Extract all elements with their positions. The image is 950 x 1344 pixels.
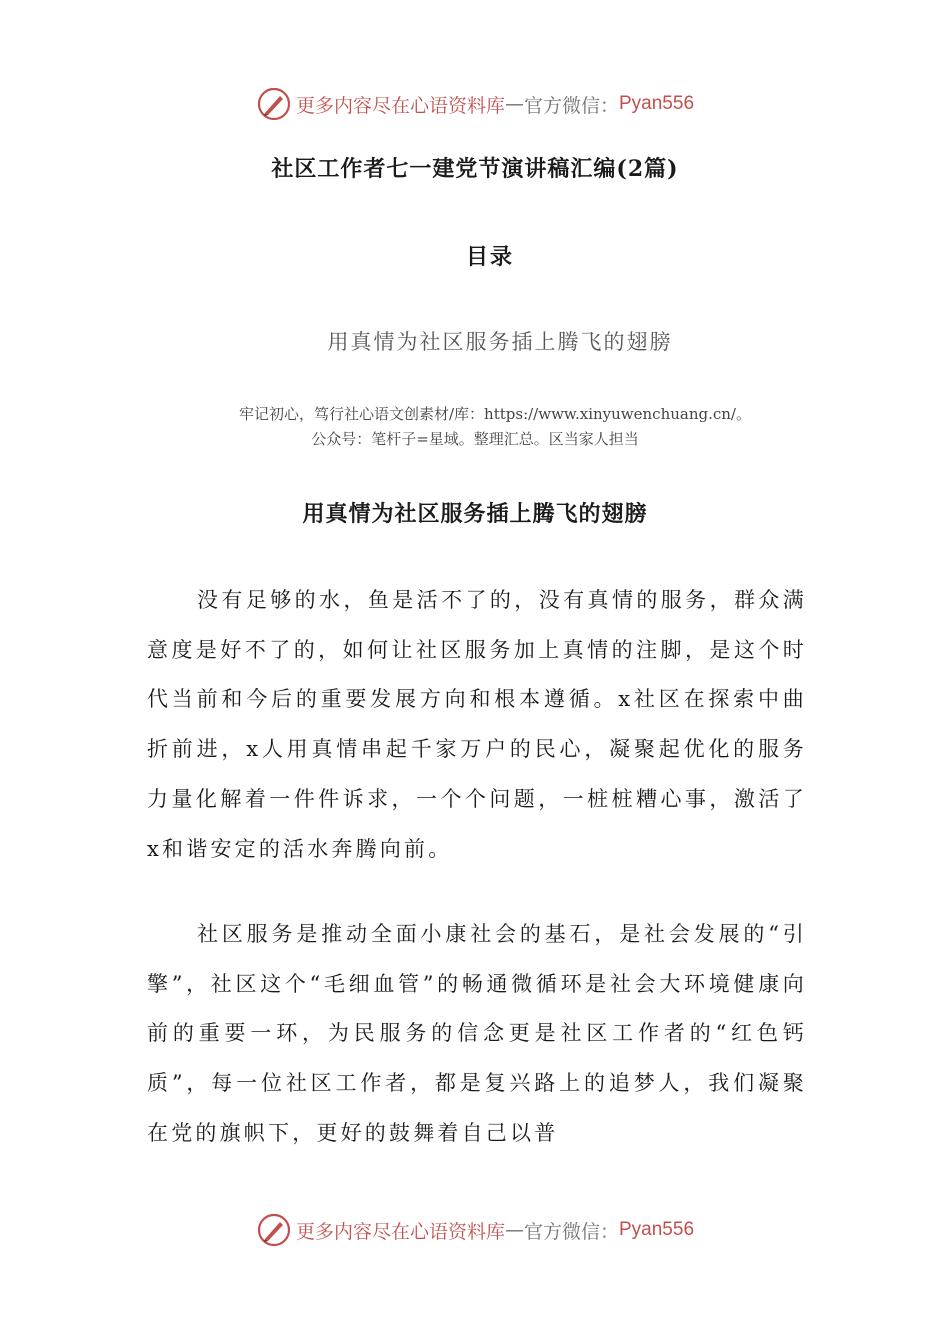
- banner-official-label: 官方微信：: [523, 94, 619, 117]
- header-banner: [0, 82, 950, 126]
- source-note-line1: 牢记初心，笃行社心语文创素材/库：https://www.xinyuwenchuang.cn/。: [239, 405, 751, 423]
- toc-item[interactable]: 用真情为社区服务插上腾飞的翅膀: [327, 330, 673, 354]
- banner-main-text: 更多内容尽在心语资料库: [295, 94, 505, 117]
- banner-main-text: 更多内容尽在心语资料库: [295, 1220, 505, 1243]
- footer-banner: [0, 1208, 950, 1252]
- body-paragraph-1: 没有足够的水，鱼是活不了的，没有真情的服务，群众满意度是好不了的，如何让社区服务加上真情的注脚，是这个时代当前和今后的重要发展方向和根本遵循。x社区在探索中曲折前进，x人用真情串起千家万户的民心，凝聚起优化的服务力量化解着一件件诉求，一个个问题，一桩桩糟心事，激活了x和谐安定的活水奔腾向前。: [147, 588, 807, 861]
- pen-logo-icon: [256, 1212, 292, 1248]
- toc-heading: 目录: [465, 244, 514, 270]
- pen-logo-icon: [256, 86, 292, 122]
- body-paragraph-2: 社区服务是推动全面小康社会的基石，是社会发展的“引擎”，社区这个“毛细血管”的畅通微循环是社会大环境健康向前的重要一环，为民服务的信念更是社区工作者的“红色钙质”，每一位社区工作者，都是复兴路上的追梦人，我们凝聚在党的旗帜下，更好的鼓舞着自己以普: [147, 922, 807, 1145]
- section-heading: 用真情为社区服务插上腾飞的翅膀: [302, 501, 648, 527]
- banner-dash: —: [504, 93, 524, 115]
- banner-wechat-id: Pyan556: [619, 1219, 695, 1240]
- document-title: 社区工作者七一建党节演讲稿汇编(2篇): [271, 156, 679, 182]
- banner-official-label: 官方微信：: [523, 1220, 619, 1243]
- banner-wechat-id: Pyan556: [619, 93, 695, 114]
- banner-dash: —: [504, 1219, 524, 1241]
- source-note-line2: 公众号：笔杆子=星域。整理汇总。区当家人担当: [311, 430, 639, 448]
